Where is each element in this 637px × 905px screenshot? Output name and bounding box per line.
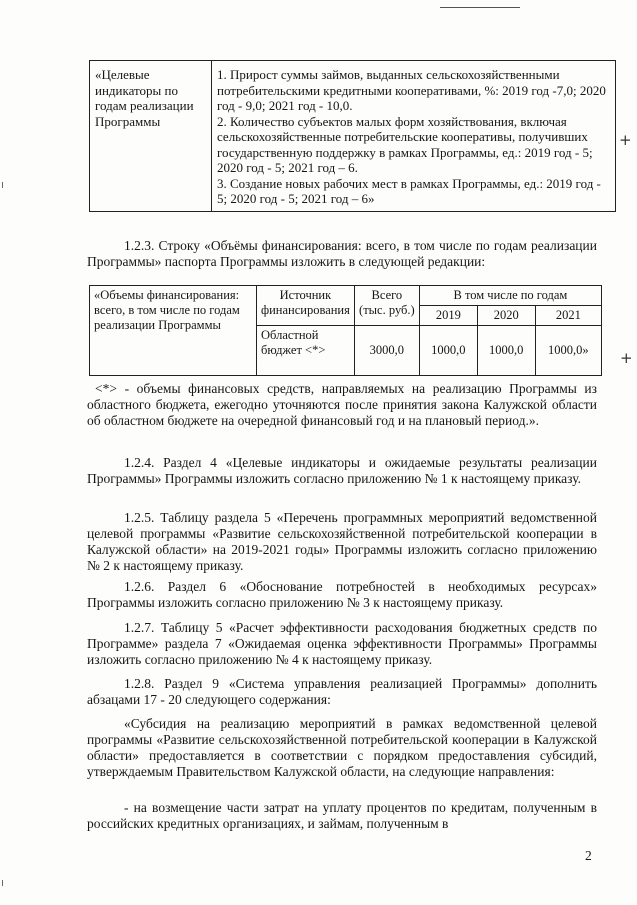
source-cell: Областной бюджет <*> (257, 326, 355, 376)
scan-edge-mark (2, 182, 3, 188)
paragraph-1-2-7: 1.2.7. Таблицу 5 «Расчет эффективности расходования бюджетных средств по Программе» раздела 7 «Ожидаемая оценка эффективности Программы» Программы изложить согласно приложению № 4 к настоящему приказу. (87, 620, 597, 667)
header-rule (440, 7, 520, 8)
paragraph-1-2-5: 1.2.5. Таблицу раздела 5 «Перечень программных мероприятий ведомственной целевой программы «Развитие сельскохозяйственной потребительской кооперации в Калужской области» на 2019-2021 годы» Программы изложить согласно приложению № 2 к настоящему приказу. (87, 510, 597, 573)
year-value-cell: 1000,0 (477, 326, 535, 376)
scan-edge-mark (2, 880, 3, 886)
total-header: Всего (тыс. руб.) (354, 286, 419, 326)
paragraph-1-2-6: 1.2.6. Раздел 6 «Обоснование потребностей в необходимых ресурсах» Программы изложить согласно приложению № 3 к настоящему приказу. (87, 579, 597, 610)
year-header: 2019 (419, 306, 477, 326)
margin-plus-mark: + (620, 349, 633, 367)
table-row (90, 61, 616, 212)
targets-values-cell (212, 61, 616, 212)
source-header: Источник финансирования (257, 286, 355, 326)
target-item: 3. Создание новых рабочих мест в рамках Программы, ед.: 2019 год - 5; 2020 год - 5; 2021 год – 6» (217, 175, 601, 206)
target-item: 2. Количество субъектов малых форм хозяйствования, включая сельскохозяйственные потребительские кооперативы, получивших государственную поддержку в рамках Программы, ед.: 2019 год - 5; 2020 год - 5; 2021 год – 6. (217, 113, 593, 175)
paragraph-dash-item: - на возмещение части затрат на уплату процентов по кредитам, полученным в российских кредитных организациях, и займам, полученным в (87, 800, 597, 831)
target-item: 1. Прирост суммы займов, выданных сельскохозяйственными потребительскими кредитными кооперативами, %: 2019 год -7,0; 2020 год - 9,0; 2021 год - 10,0. (217, 67, 606, 113)
page-number: 2 (585, 848, 592, 863)
paragraph-1-2-4: 1.2.4. Раздел 4 «Целевые индикаторы и ожидаемые результаты реализации Программы» Программы изложить согласно приложению № 1 к настоящему приказу. (87, 455, 597, 486)
years-group-header: В том числе по годам (419, 286, 601, 306)
targets-label-cell: «Целевые индикаторы по годам реализации Программы (90, 61, 212, 212)
table-row (90, 286, 602, 306)
paragraph-1-2-3: 1.2.3. Строку «Объёмы финансирования: всего, в том числе по годам реализации Программы» паспорта Программы изложить в следующей редакции: (87, 238, 597, 269)
margin-plus-mark: + (619, 131, 632, 149)
financing-label-cell: «Объемы финансирования: всего, в том числе по годам реализации Программы (90, 286, 257, 376)
footnote: <*> - объемы финансовых средств, направляемых на реализацию Программы из областного бюджета, ежегодно уточняются после принятия закона Калужской области об областном бюджете на очередной финансовый год и на плановый период.». (87, 381, 597, 428)
targets-table (89, 60, 616, 212)
financing-table (89, 285, 602, 376)
paragraph-1-2-8: 1.2.8. Раздел 9 «Система управления реализацией Программы» дополнить абзацами 17 - 20 следующего содержания: (87, 676, 597, 707)
year-header: 2020 (477, 306, 535, 326)
year-value-cell: 1000,0» (535, 326, 601, 376)
year-value-cell: 1000,0 (419, 326, 477, 376)
total-cell: 3000,0 (354, 326, 419, 376)
paragraph-subsidy: «Субсидия на реализацию мероприятий в рамках ведомственной целевой программы «Развитие сельскохозяйственной потребительской кооперации в Калужской области» предоставляется в соответствии с порядком предоставления субсидий, утверждаемым Правительством Калужской области, на следующие направления: (87, 716, 597, 779)
year-header: 2021 (535, 306, 601, 326)
